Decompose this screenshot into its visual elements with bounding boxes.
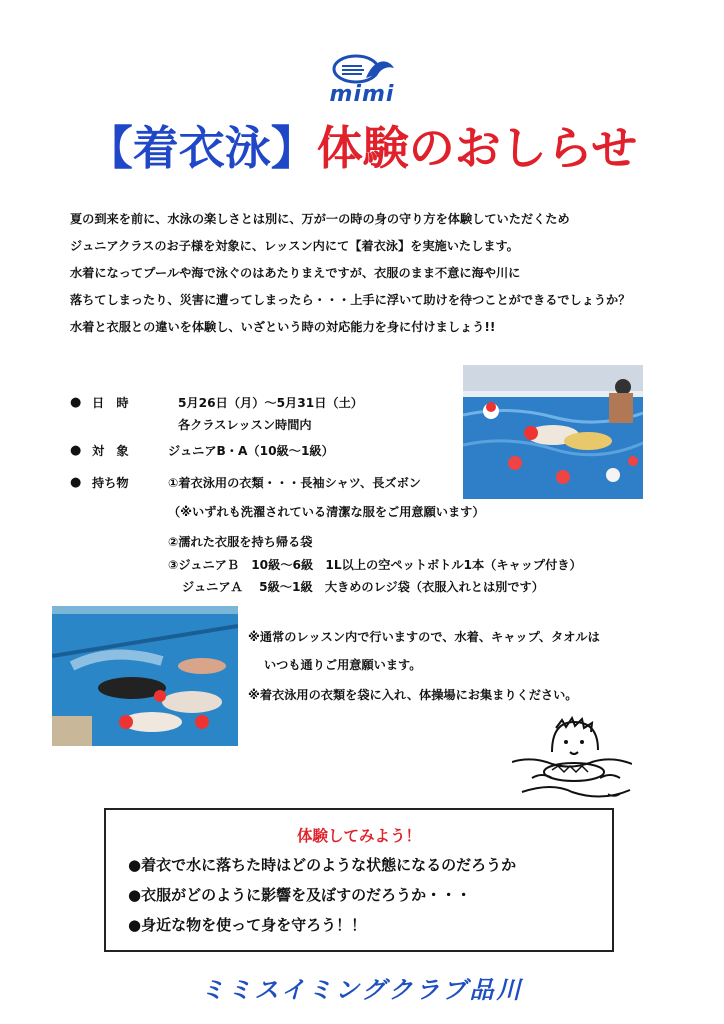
note-2: いつも通りご用意願います。 (264, 658, 422, 672)
item-1: ①着衣泳用の衣類・・・長袖シャツ、長ズボン (168, 476, 421, 490)
bullet-icon: ● (70, 395, 82, 410)
date-value: 5月26日（月）～5月31日（土） (178, 396, 363, 410)
club-name-footer: ミミスイミングクラブ品川 (200, 976, 524, 1004)
intro-paragraph (70, 206, 680, 341)
intro-line: 水着になってプールや海で泳ぐのはあたりまえですが、衣服のまま不意に海や川に (70, 266, 521, 280)
note-1: ※通常のレッスン内で行いますので、水着、キャップ、タオルは (248, 630, 600, 644)
box-title: 体験してみよう！ (296, 827, 421, 845)
intro-line: 水着と衣服との違いを体験し、いざという時の対応能力を身に付けましょう!! (70, 320, 496, 334)
intro-line: 落ちてしまったり、災害に遭ってしまったら・・・上手に浮いて助けを待つことができるでしょうか？ (70, 293, 631, 307)
floating-child-illustration (512, 712, 632, 804)
cartoon-swimmer-icon (512, 712, 632, 804)
title-part-1: 【着衣泳】 (86, 121, 317, 175)
title-part-2: 体験のおしらせ (316, 121, 638, 175)
swimming-photo-2 (52, 606, 238, 746)
box-item-1: ●着衣で水に落ちた時はどのような状態になるのだろうか (128, 856, 517, 874)
logo-text: mimi (329, 82, 395, 107)
swimming-photo-1 (463, 365, 643, 499)
bullet-icon: ● (70, 475, 82, 490)
date-label: 日 時 (92, 396, 129, 410)
try-it-box (104, 808, 614, 952)
target-value: ジュニアB・A（10級～1級） (168, 444, 334, 458)
box-item-2: ●衣服がどのように影響を及ぼすのだろうか・・・ (128, 886, 472, 904)
item-1-note: （※いずれも洗濯されている清潔な服をご用意願います） (168, 505, 485, 519)
target-label: 対 象 (92, 444, 129, 458)
item-3b: ジュニアＡ 5級～1級 大きめのレジ袋（衣服入れとは別です） (182, 580, 544, 594)
intro-line: ジュニアクラスのお子様を対象に、レッスン内にて【着衣泳】を実施いたします。 (70, 239, 519, 253)
box-item-3: ●身近な物を使って身を守ろう！！ (128, 916, 367, 934)
item-3a: ③ジュニアＢ 10級～6級 1L以上の空ペットボトル1本（キャップ付き） (168, 558, 582, 572)
page-title (0, 118, 724, 178)
items-label: 持ち物 (92, 476, 129, 490)
note-3: ※着衣泳用の衣類を袋に入れ、体操場にお集まりください。 (248, 688, 578, 702)
date-sub: 各クラスレッスン時間内 (178, 418, 312, 432)
intro-line: 夏の到来を前に、水泳の楽しさとは別に、万が一の時の身の守り方を体験していただくため (70, 212, 570, 226)
bullet-icon: ● (70, 443, 82, 458)
item-2: ②濡れた衣服を持ち帰る袋 (168, 535, 313, 549)
